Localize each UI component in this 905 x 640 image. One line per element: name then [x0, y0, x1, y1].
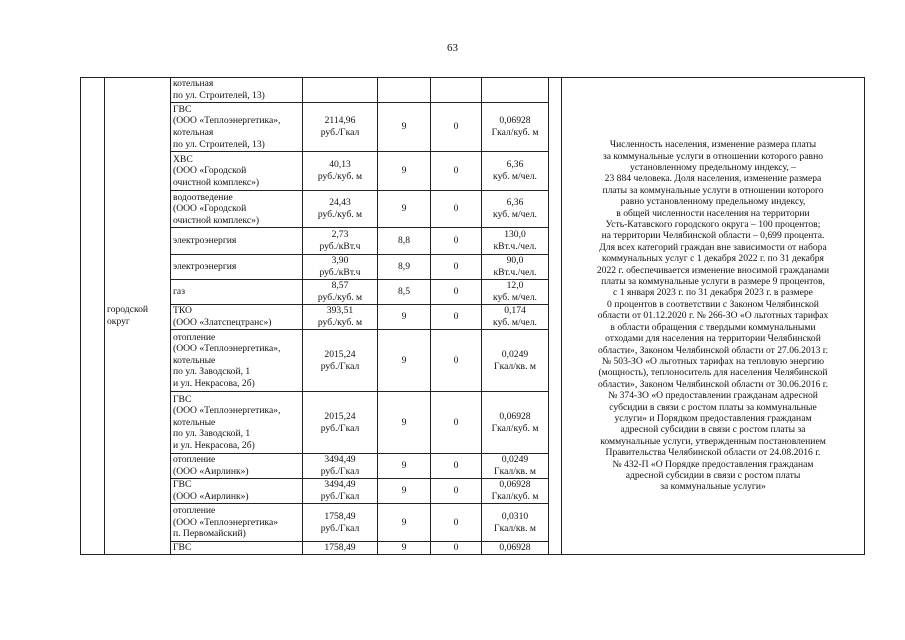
note-cell-line: отходами для населения на территории Челябинской — [605, 333, 821, 345]
volume-cell — [482, 103, 549, 152]
volume-cell — [482, 152, 549, 191]
standard-cell: 8,9 — [378, 255, 431, 280]
standard-cell: 9 — [378, 305, 431, 330]
tariff-cell — [303, 228, 378, 255]
standard-cell: 9 — [378, 479, 431, 504]
index-value-cell: 0 — [431, 454, 482, 479]
note-cell-line: коммунальных услуг с 1 декабря 2022 г. по 31 декабря — [602, 253, 824, 265]
note-cell-line: Для всех категорий граждан вне зависимости от набора — [599, 241, 827, 253]
tariff-cell-line: руб./кВт.ч — [319, 241, 361, 252]
service-cell-line: очистной комплекс») — [173, 214, 260, 226]
volume-cell-line: 130,0 — [504, 229, 526, 241]
volume-cell-line: 0,06928 — [499, 479, 531, 491]
tariff-cell-line: руб./кВт.ч — [319, 267, 361, 278]
service-cell — [171, 280, 303, 305]
tariff-cell — [303, 280, 378, 305]
note-cell-line: в общей численности населения на территории — [616, 207, 810, 219]
tariff-cell-line: 2,73 — [331, 229, 349, 241]
standard-cell: 9 — [378, 542, 431, 555]
service-cell-line: ХВС — [173, 153, 193, 165]
index-cell — [81, 78, 105, 555]
service-cell — [171, 103, 303, 152]
service-cell-line: по ул. Строителей, 13) — [173, 90, 265, 101]
service-cell — [171, 454, 303, 479]
service-cell-line: (ООО «Городской — [173, 165, 247, 177]
volume-cell-line: Гкал/кв. м — [494, 522, 536, 534]
standard-cell: 9 — [378, 454, 431, 479]
service-cell-line: по ул. Заводской, 1 — [173, 428, 251, 440]
tariff-cell-line: 2015,24 — [324, 410, 356, 422]
tariff-cell — [303, 78, 378, 103]
note-cell-line: 2022 г. обеспечивается изменение вносимой гражданами — [596, 264, 830, 276]
service-cell-line: (ООО «Теплоэнергетика» — [173, 516, 279, 528]
standard-cell — [378, 78, 431, 103]
tariff-table-body — [81, 78, 865, 555]
table-row — [81, 78, 865, 103]
service-cell-line: электроэнергия — [173, 261, 237, 273]
note-cell-line: Правительства Челябинской области от 24.08.2016 г. — [605, 447, 821, 459]
tariff-cell-line: 3494,49 — [324, 454, 356, 466]
tariff-cell-line: руб./Гкал — [320, 491, 360, 502]
tariff-cell-line: руб./куб. м — [317, 171, 363, 182]
note-cell-line: области», Законом Челябинской области от 27.06.2013 г. — [597, 344, 829, 356]
index-value-cell — [431, 78, 482, 103]
tariff-cell-line: 1758,49 — [324, 542, 356, 554]
note-cell-line: за коммунальные услуги» — [660, 481, 766, 493]
service-cell — [171, 392, 303, 454]
volume-cell-line: куб. м/чел. — [493, 292, 537, 303]
note-cell-line: за коммунальные услуги в отношении которого равно — [602, 150, 824, 162]
tariff-cell — [303, 191, 378, 228]
service-cell-line: ГВС — [173, 542, 192, 554]
volume-cell — [482, 305, 549, 330]
service-cell-line: и ул. Некрасова, 2б) — [173, 439, 255, 451]
service-cell — [171, 504, 303, 542]
volume-cell-line: Гкал/куб. м — [491, 422, 539, 434]
service-cell-line: ГВС — [173, 393, 192, 405]
note-cell-line: области», Законом Челябинской области от 30.06.2016 г. — [597, 378, 829, 390]
volume-cell-line: 0,0310 — [501, 510, 529, 522]
tariff-cell — [303, 330, 378, 392]
volume-cell-line: куб. м/чел. — [493, 317, 537, 328]
tariff-cell-line: 8,57 — [331, 280, 349, 292]
volume-cell-line: Гкал/куб. м — [491, 127, 539, 138]
note-cell-line: в области обращения с твердыми коммунальными — [610, 321, 816, 333]
service-cell-line: по ул. Заводской, 1 — [173, 366, 251, 378]
service-cell-line: ТКО — [173, 305, 192, 317]
note-cell-line: платы за коммунальные услуги в размере 9 процентов, — [601, 276, 825, 288]
tariff-cell-line: 24,43 — [329, 197, 351, 209]
note-cell-line: коммунальные услуги, утвержденным постановлением — [600, 435, 826, 447]
service-cell-line: газ — [173, 286, 185, 298]
index-value-cell: 0 — [431, 504, 482, 542]
volume-cell-line: 0,06928 — [499, 410, 531, 422]
service-cell-line: (ООО «Аирлинк») — [173, 491, 249, 502]
note-cell-line: установленному предельному индексу, – — [630, 162, 796, 174]
tariff-cell-line: руб./Гкал — [320, 127, 360, 138]
index-value-cell: 0 — [431, 255, 482, 280]
note-cell-line: адресной субсидии в связи с ростом платы — [625, 469, 801, 481]
service-cell-line: водоотведение — [173, 191, 233, 203]
note-cell-line: с 1 января 2023 г. по 31 декабря 2023 г. в размере — [613, 287, 813, 299]
volume-cell — [482, 504, 549, 542]
note-cell-line: услуги» и Порядком предоставления гражданам — [614, 412, 812, 424]
volume-cell-line: 0,0249 — [501, 454, 529, 466]
note-cell-line: (мощность), теплоноситель для населения Челябинской — [598, 367, 828, 379]
tariff-cell-line: руб./куб. м — [317, 317, 363, 328]
volume-cell-line: Гкал/кв. м — [494, 466, 536, 477]
standard-cell: 9 — [378, 330, 431, 392]
volume-cell — [482, 280, 549, 305]
volume-cell-line: куб. м/чел. — [493, 209, 537, 220]
tariff-cell-line: 2114,96 — [324, 115, 356, 127]
service-cell-line: (ООО «Теплоэнергетика», — [173, 343, 281, 355]
tariff-cell — [303, 255, 378, 280]
tariff-cell — [303, 103, 378, 152]
service-cell-line: (ООО «Аирлинк») — [173, 466, 249, 477]
note-cell-line: № 432-П «О Порядке предоставления гражданам — [612, 458, 814, 470]
volume-cell — [482, 330, 549, 392]
tariff-cell-line: руб./Гкал — [320, 522, 360, 534]
index-value-cell: 0 — [431, 103, 482, 152]
index-value-cell: 0 — [431, 228, 482, 255]
tariff-cell-line: 3494,49 — [324, 479, 356, 491]
volume-cell — [482, 479, 549, 504]
tariff-cell — [303, 305, 378, 330]
standard-cell: 8,8 — [378, 228, 431, 255]
index-value-cell: 0 — [431, 392, 482, 454]
service-cell — [171, 152, 303, 191]
service-cell — [171, 78, 303, 103]
standard-cell: 9 — [378, 191, 431, 228]
volume-cell — [482, 228, 549, 255]
index-value-cell: 0 — [431, 479, 482, 504]
note-cell-line: № 374-ЗО «О предоставлении гражданам адресной — [608, 390, 818, 402]
service-cell-line: ГВС — [173, 103, 192, 115]
service-cell-line: котельные — [173, 354, 216, 366]
volume-cell-line: Гкал/куб. м — [491, 491, 539, 502]
service-cell-line: и ул. Некрасова, 2б) — [173, 377, 255, 389]
service-cell-line: по ул. Строителей, 13) — [173, 138, 265, 150]
note-cell — [562, 78, 865, 555]
volume-cell-line: Гкал/кв. м — [494, 360, 536, 372]
volume-cell-line: кВт.ч./чел. — [493, 241, 537, 252]
index-value-cell: 0 — [431, 330, 482, 392]
index-value-cell: 0 — [431, 542, 482, 555]
tariff-cell — [303, 504, 378, 542]
volume-cell-line: 90,0 — [506, 255, 524, 267]
volume-cell-line: кВт.ч./чел. — [493, 267, 537, 278]
tariff-cell-line: руб./куб. м — [317, 292, 363, 303]
service-cell — [171, 479, 303, 504]
standard-cell: 8,5 — [378, 280, 431, 305]
volume-cell — [482, 542, 549, 555]
service-cell-line: котельные — [173, 416, 216, 428]
note-cell-line: области от 01.12.2020 г. № 266-ЗО «О льготных тарифах — [597, 310, 829, 322]
note-cell-line: 23 884 человека. Доля населения, изменение размера — [604, 173, 822, 185]
tariff-cell-line: руб./куб. м — [317, 209, 363, 220]
tariff-table — [80, 77, 865, 555]
volume-cell-line: куб. м/чел. — [493, 171, 537, 182]
standard-cell: 9 — [378, 103, 431, 152]
volume-cell-line: 6,36 — [506, 197, 524, 209]
tariff-cell — [303, 542, 378, 555]
index-value-cell: 0 — [431, 305, 482, 330]
service-cell-line: котельная — [173, 127, 214, 138]
tariff-cell-line: руб./Гкал — [320, 360, 360, 372]
note-cell-line: № 503-ЗО «О льготных тарифах на тепловую энергию — [601, 355, 825, 367]
index-value-cell: 0 — [431, 191, 482, 228]
note-cell-line: на территории Челябинской области – 0,699 процента. — [601, 230, 825, 242]
volume-cell — [482, 255, 549, 280]
service-cell-line: отопление — [173, 505, 216, 517]
volume-cell — [482, 392, 549, 454]
index-value-cell: 0 — [431, 152, 482, 191]
note-cell-line: платы за коммунальные услуги в отношении которого — [602, 184, 824, 196]
note-cell-line: субсидии в связи с ростом платы за коммунальные — [609, 401, 817, 413]
tariff-cell — [303, 152, 378, 191]
page-number: 63 — [447, 42, 458, 54]
service-cell-line: электроэнергия — [173, 235, 237, 247]
tariff-cell-line: руб./Гкал — [320, 422, 360, 434]
service-cell-line: котельная — [173, 78, 214, 90]
service-cell-line: очистной комплекс») — [173, 176, 260, 188]
spacer-cell — [549, 78, 562, 555]
service-cell — [171, 330, 303, 392]
service-cell-line: отопление — [173, 454, 216, 466]
service-cell — [171, 305, 303, 330]
volume-cell — [482, 454, 549, 479]
service-cell — [171, 191, 303, 228]
note-cell-line: Усть-Катавского городского округа – 100 процентов; — [605, 219, 821, 231]
service-cell — [171, 255, 303, 280]
volume-cell-line: 6,36 — [506, 159, 524, 171]
volume-cell-line: 0,06928 — [499, 115, 531, 127]
note-cell-line: равно установленному предельному индексу, — [620, 196, 806, 208]
volume-cell-line: 0,06928 — [499, 542, 531, 554]
volume-cell-line: 0,0249 — [501, 348, 529, 360]
service-cell — [171, 228, 303, 255]
volume-cell-line: 0,174 — [504, 305, 526, 317]
service-cell — [171, 542, 303, 555]
standard-cell: 9 — [378, 392, 431, 454]
standard-cell: 9 — [378, 152, 431, 191]
service-cell-line: (ООО «Теплоэнергетика», — [173, 405, 281, 417]
tariff-cell-line: 40,13 — [329, 159, 351, 171]
standard-cell: 9 — [378, 504, 431, 542]
note-cell-line: 0 процентов в соответствии с Законом Челябинской — [607, 298, 819, 310]
tariff-cell-line: 1758,49 — [324, 510, 356, 522]
tariff-cell-line: руб./Гкал — [320, 466, 360, 477]
service-cell-line: п. Первомайский) — [173, 528, 246, 540]
tariff-cell-line: 3,90 — [331, 255, 349, 267]
tariff-cell-line: 393,51 — [326, 305, 354, 317]
volume-cell — [482, 78, 549, 103]
tariff-cell — [303, 479, 378, 504]
service-cell-line: отопление — [173, 331, 216, 343]
tariff-cell-line: 2015,24 — [324, 348, 356, 360]
tariff-cell — [303, 454, 378, 479]
tariff-cell — [303, 392, 378, 454]
volume-cell-line: 12,0 — [506, 280, 524, 292]
service-cell-line: (ООО «Теплоэнергетика», — [173, 115, 281, 127]
service-cell-line: (ООО «Городской — [173, 203, 247, 215]
service-cell-line: ГВС — [173, 479, 192, 491]
index-value-cell: 0 — [431, 280, 482, 305]
territory-cell: городской округ — [105, 78, 171, 555]
volume-cell — [482, 191, 549, 228]
note-cell-line: адресной субсидии в связи с ростом платы за — [620, 424, 806, 436]
note-cell-line: Численность населения, изменение размера платы — [609, 139, 817, 151]
service-cell-line: (ООО «Златспецтранс») — [173, 317, 272, 328]
